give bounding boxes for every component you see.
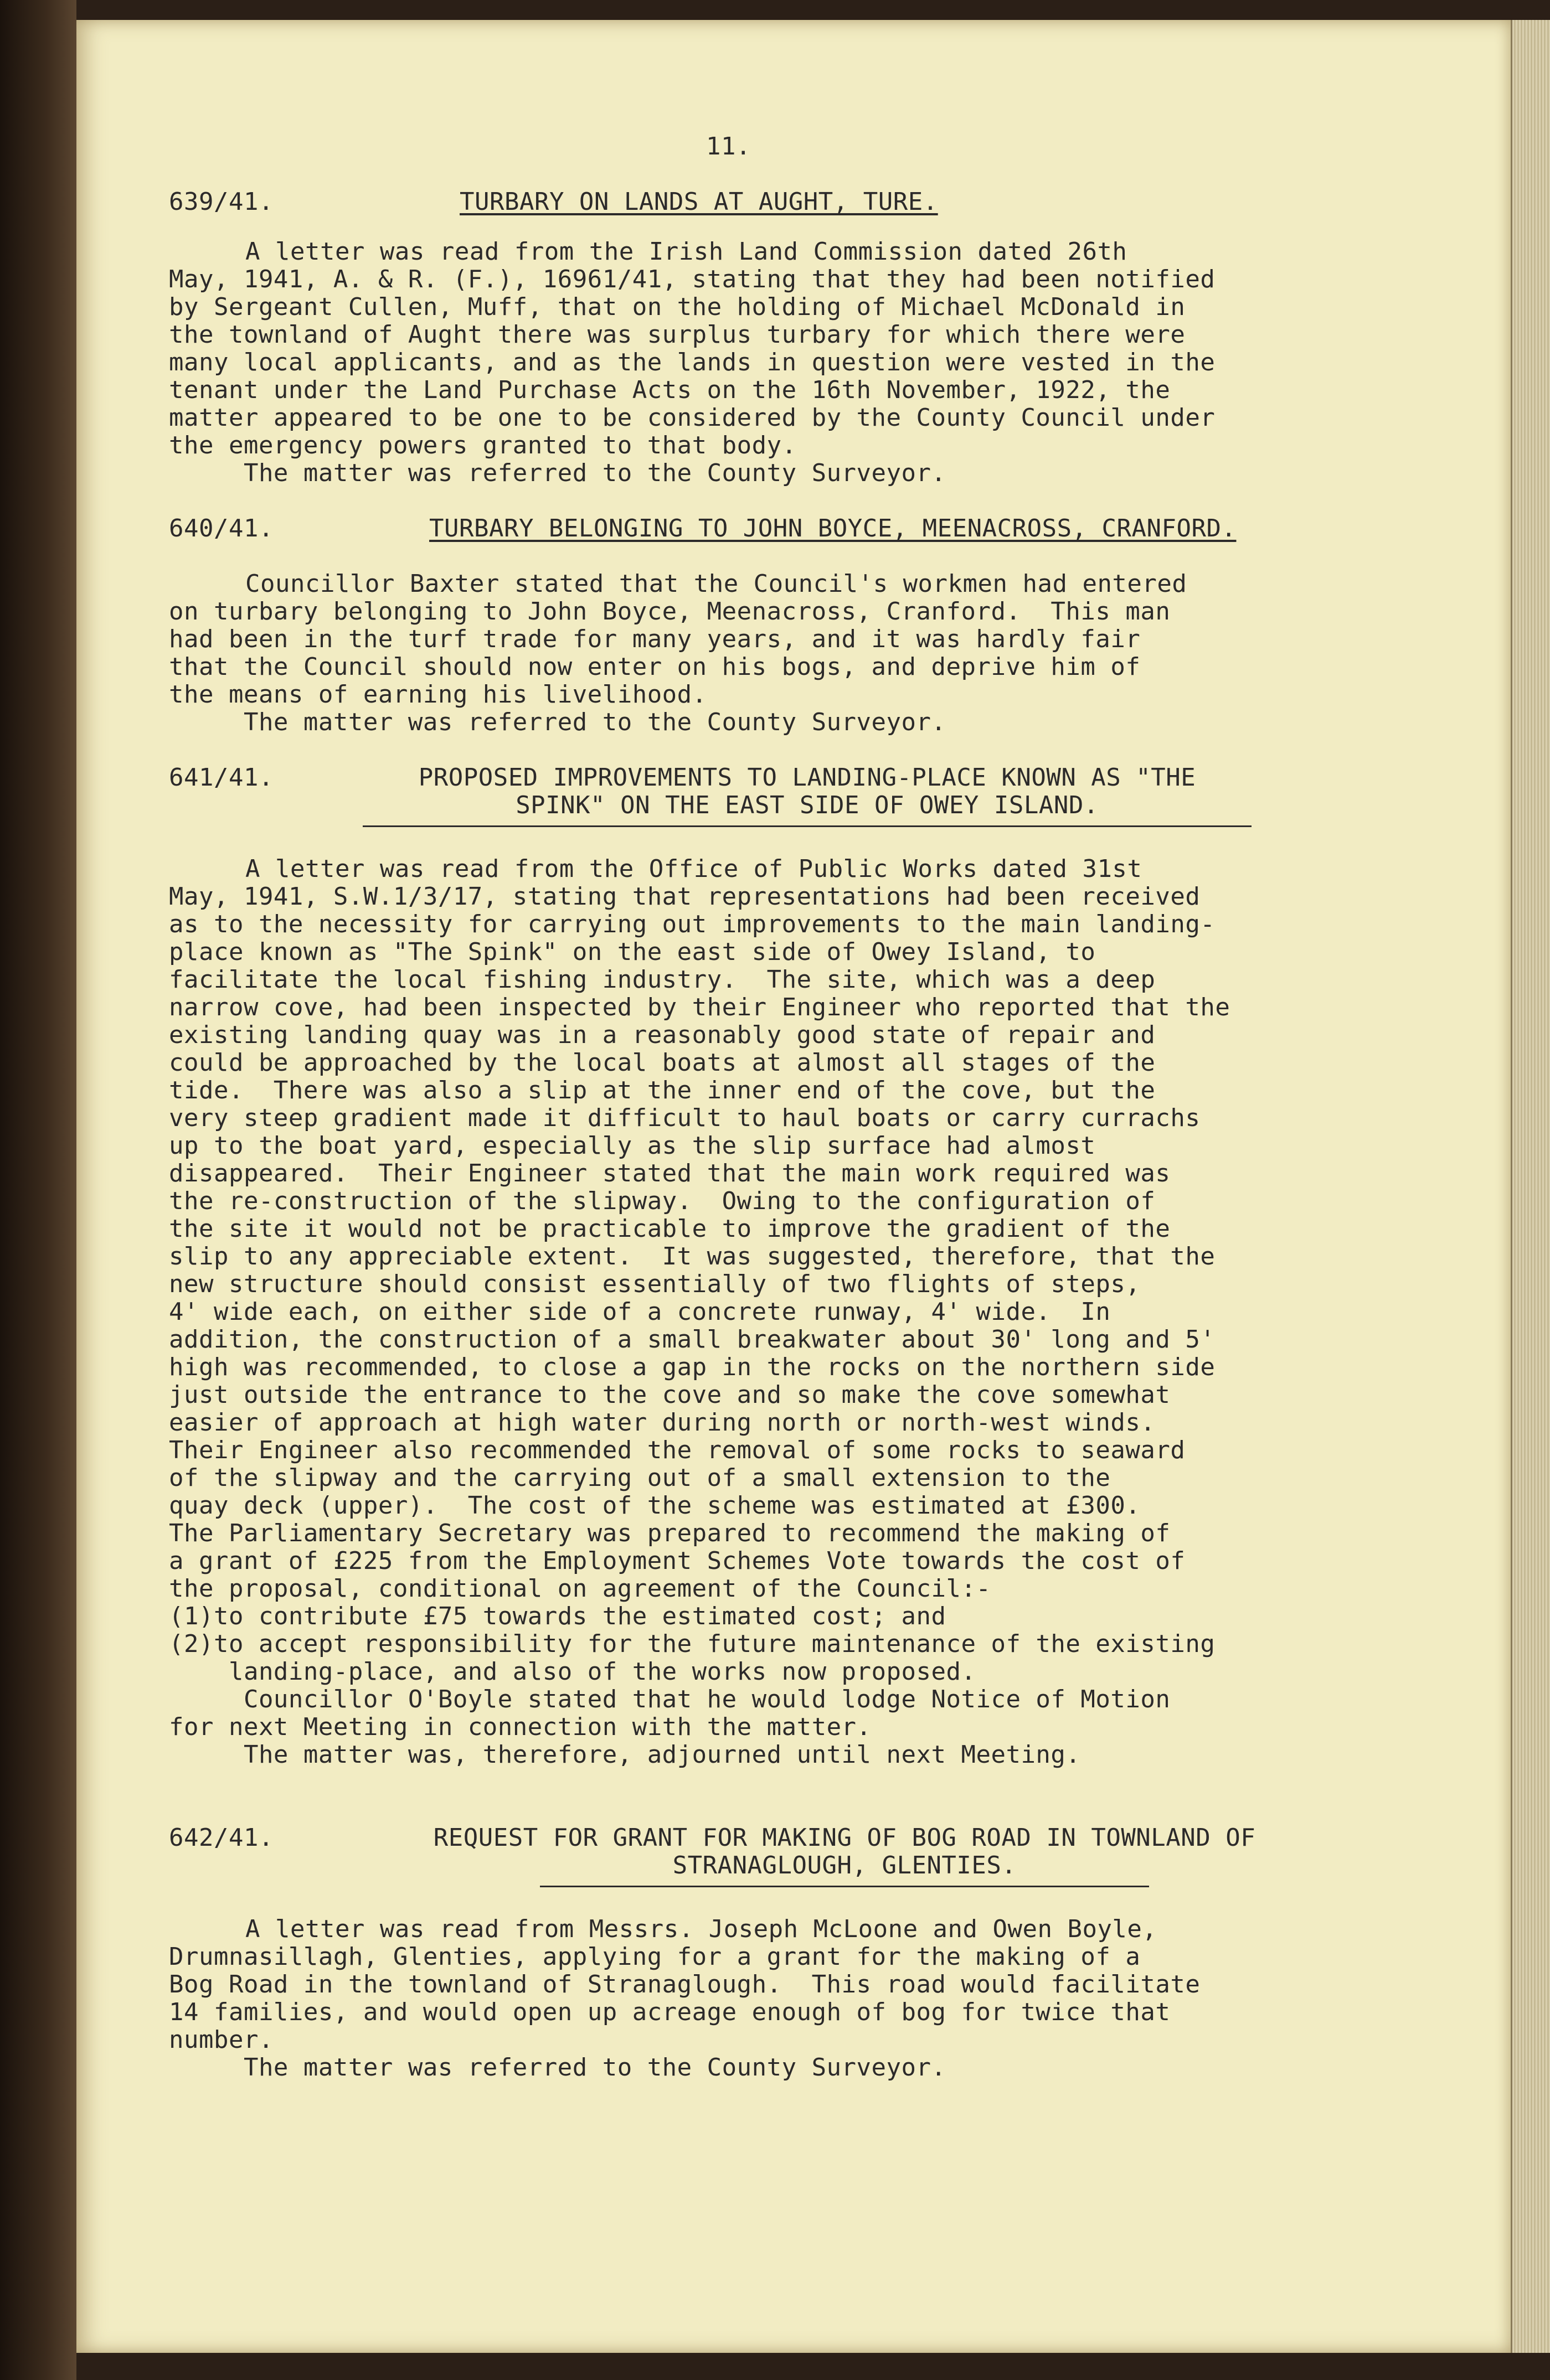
section-640-number: 640/41.: [169, 514, 274, 543]
page-number: 11.: [706, 132, 751, 161]
section-639-heading: TURBARY ON LANDS AT AUGHT, TURE.: [460, 188, 938, 216]
section-640-heading: TURBARY BELONGING TO JOHN BOYCE, MEENACROSS, CRANFORD.: [429, 514, 1237, 543]
book-spine: [0, 0, 76, 2380]
section-642-heading-rule: [540, 1886, 1149, 1887]
section-641-heading-rule: [363, 825, 1252, 827]
section-641-heading: PROPOSED IMPROVEMENTS TO LANDING-PLACE KNOWN AS "THE SPINK" ON THE EAST SIDE OF OWEY ISLAND.: [418, 763, 1196, 819]
section-642-heading: REQUEST FOR GRANT FOR MAKING OF BOG ROAD IN TOWNLAND OF STRANAGLOUGH, GLENTIES.: [433, 1824, 1256, 1880]
section-642-number: 642/41.: [169, 1824, 274, 1852]
section-641-body: A letter was read from the Office of Public Works dated 31st May, 1941, S.W.1/3/17, stating that representations had been received as to the necessity for carrying out improvements to the main landing- place known as "The Spink" on the east side of Owey Island, to facilitate the local fishing industry. The site, which was a deep narrow cove, had been inspected by their Engineer who reported that the existing landing quay was in a reasonably good state of repair and could be approached by the local boats at almost all stages of the tide. There was also a slip at the inner end of the cove, but the very steep gradient made it difficult to haul boats or carry currachs up to the boat yard, especially as the slip surface had almost disappeared. Their Engineer stated that the main work required was the re-construction of the slipway. Owing to the configuration of the site it would not be practicable to improve the gradient of the slip to any appreciable extent. It was suggested, therefore, that the new structure should consist essentially of two flights of steps, 4' wide each, on either side of a concrete runway, 4' wide. In addition, the construction of a small breakwater about 30' long and 5' high was recommended, to close a gap in the rocks on the northern side just outside the entrance to the cove and so make the cove somewhat easier of approach at high water during north or north-west winds. Their Engineer also recommended the removal of some rocks to seaward of the slipway and the carrying out of a small extension to the quay deck (upper). The cost of the scheme was estimated at £300. The Parliamentary Secretary was prepared to recommend the making of a grant of £225 from the Employment Schemes Vote towards the cost of the proposal, conditional on agreement of the Council:- (1)to contribute £75 towards the estimated cost; and (2)to accept responsibility for the future maintenance of the existing landing-place, and also of the works now proposed. Councillor O'Boyle stated that he would lodge Notice of Motion for next Meeting in connection with the matter. The matter was, therefore, adjourned until next Meeting.: [169, 855, 1230, 1769]
section-641-number: 641/41.: [169, 763, 274, 792]
section-639-number: 639/41.: [169, 188, 274, 216]
section-640-body: Councillor Baxter stated that the Council's workmen had entered on turbary belonging to John Boyce, Meenacross, Cranford. This man had been in the turf trade for many years, and it was hardly fair that the Council should now enter on his bogs, and deprive him of the means of earning his livelihood. The matter was referred to the County Surveyor.: [169, 570, 1187, 736]
section-639-body: A letter was read from the Irish Land Commission dated 26th May, 1941, A. & R. (F.), 16961/41, stating that they had been notified by Sergeant Cullen, Muff, that on the holding of Michael McDonald in the townland of Aught there was surplus turbary for which there were many local applicants, and as the lands in question were vested in the tenant under the Land Purchase Acts on the 16th November, 1922, the matter appeared to be one to be considered by the County Council under the emergency powers granted to that body. The matter was referred to the County Surveyor.: [169, 238, 1216, 487]
page-edge: [1511, 20, 1550, 2353]
section-642-body: A letter was read from Messrs. Joseph McLoone and Owen Boyle, Drumnasillagh, Glenties, applying for a grant for the making of a Bog Road in the townland of Stranaglough. This road would facilitate 14 families, and would open up acreage enough of bog for twice that number. The matter was referred to the County Surveyor.: [169, 1915, 1201, 2082]
